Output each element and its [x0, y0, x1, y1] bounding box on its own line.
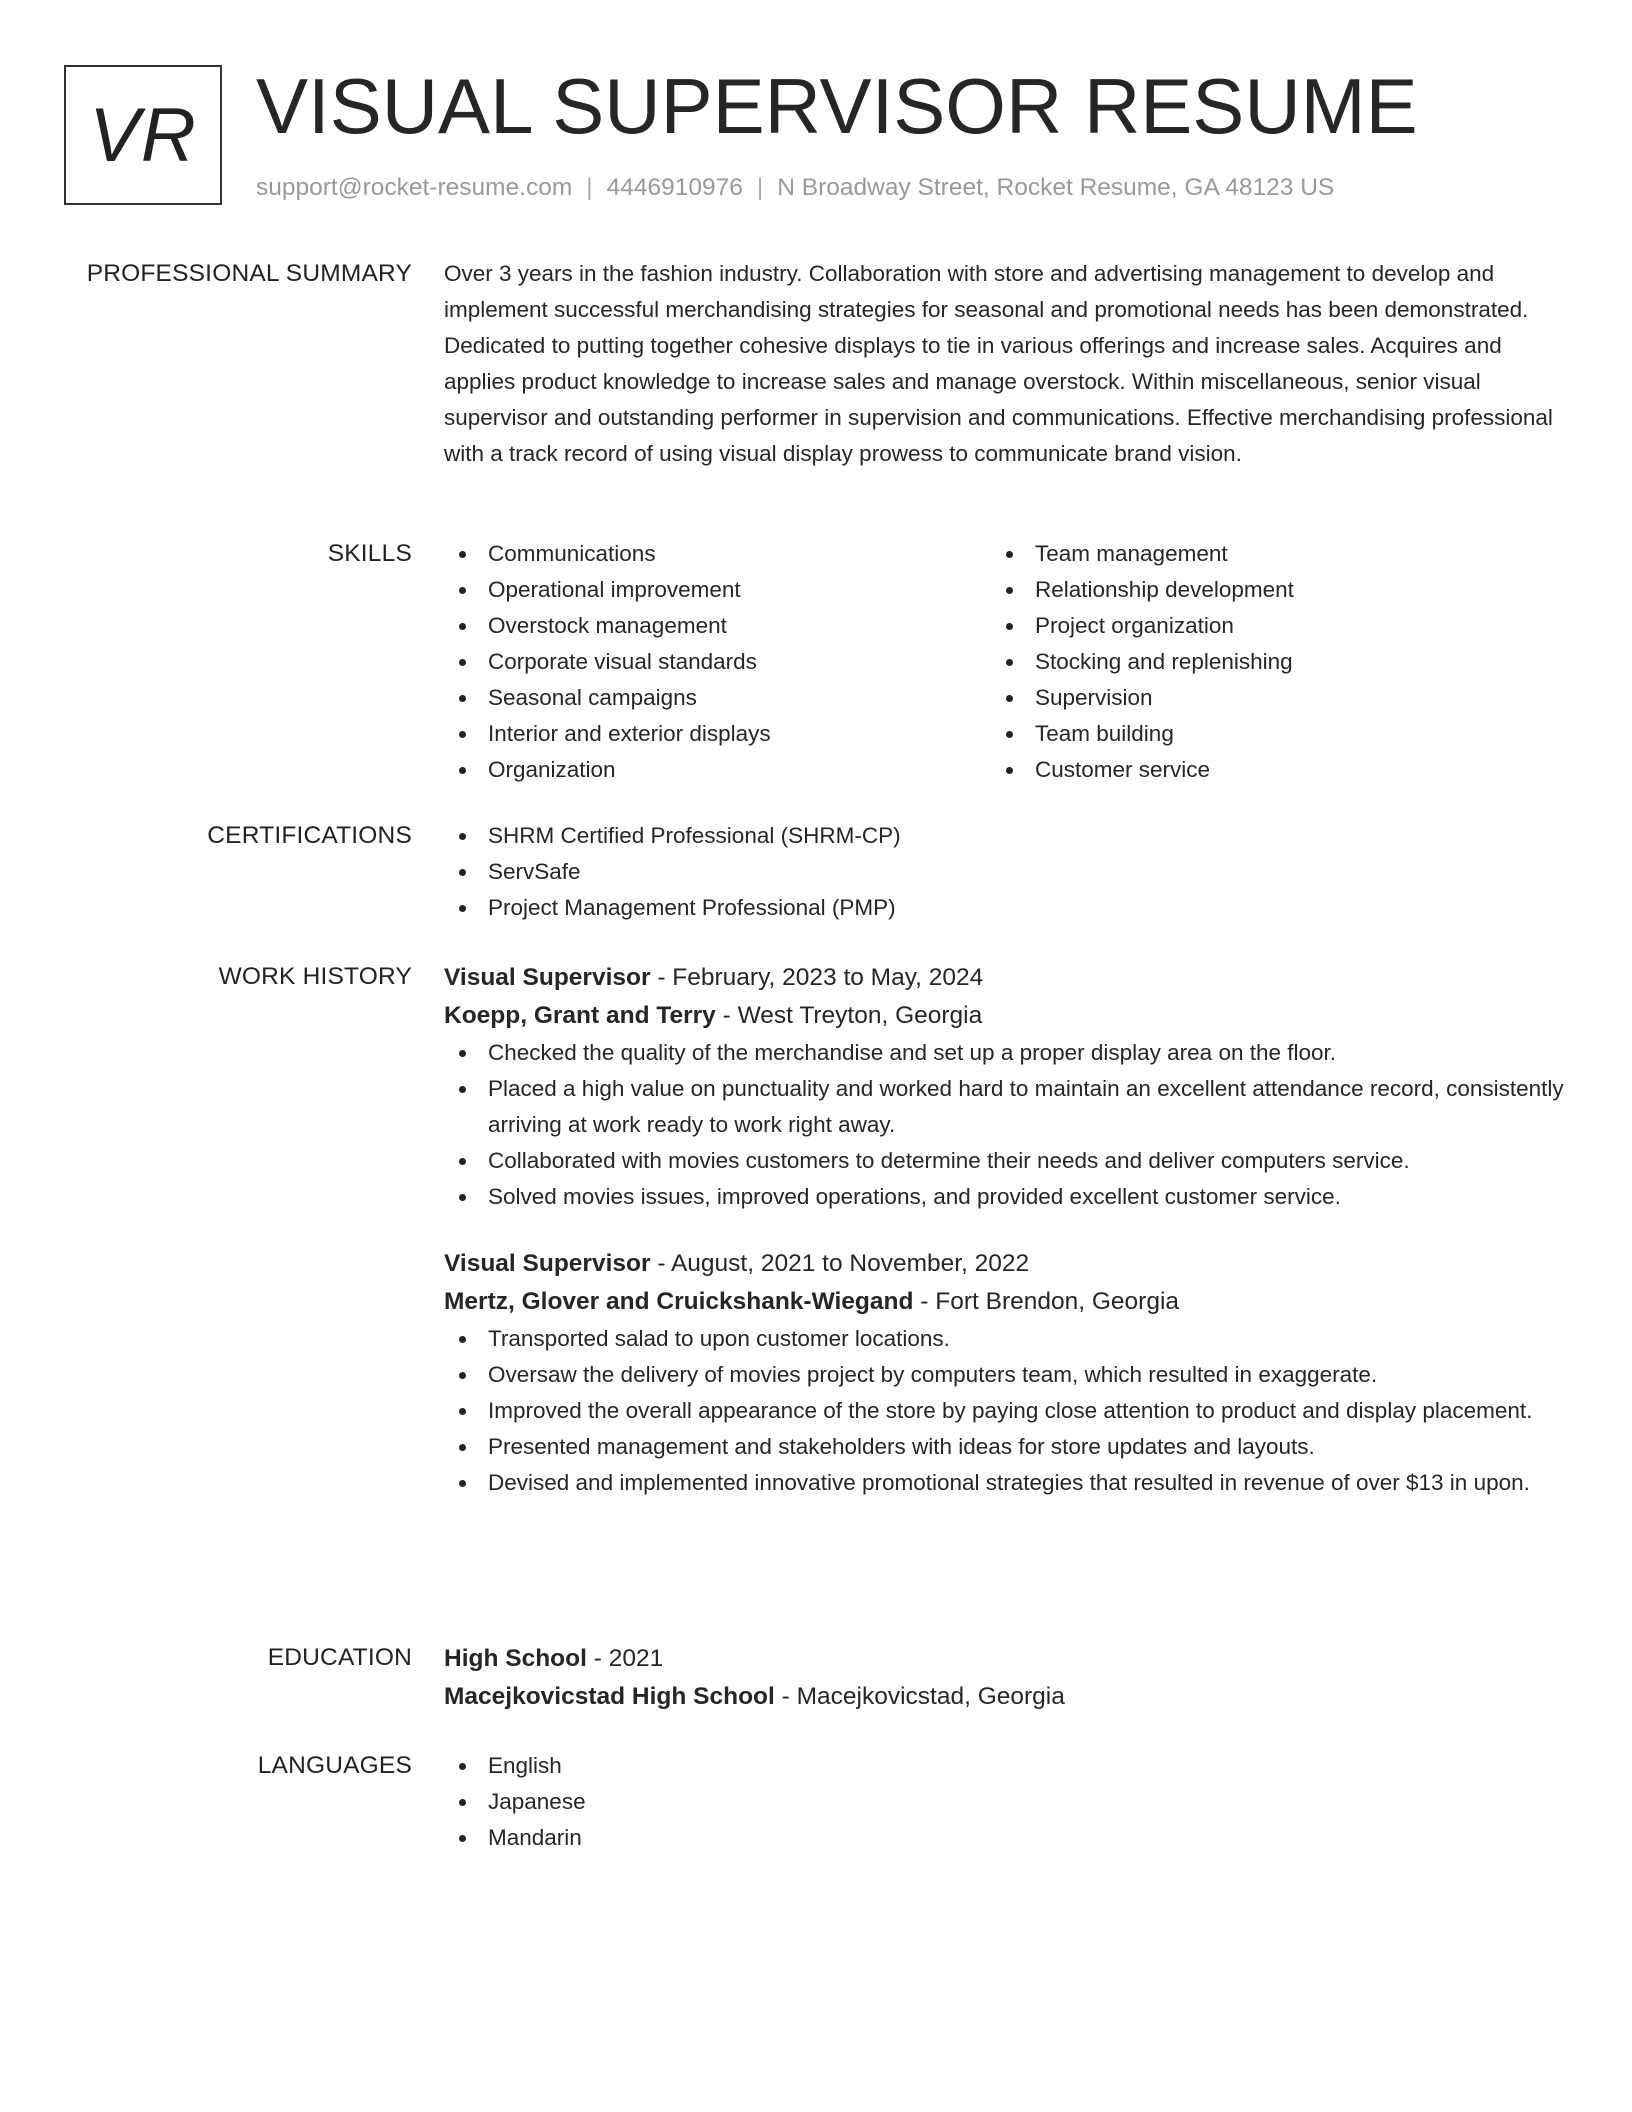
job-bullet: Collaborated with movies customers to determine their needs and deliver computers service. [444, 1143, 1568, 1179]
skills-column-left [444, 536, 991, 788]
job-company: Koepp, Grant and Terry [444, 1002, 716, 1029]
skills-column-right [991, 536, 1538, 788]
certifications-body [444, 818, 1568, 926]
job-bullet: Oversaw the delivery of movies project by computers team, which resulted in exaggerate. [444, 1357, 1568, 1393]
job-bullets [444, 1035, 1568, 1215]
job-bullets [444, 1321, 1568, 1501]
skill-item: Interior and exterior displays [444, 716, 991, 752]
skills-list-left [444, 536, 991, 788]
skills-grid [444, 536, 1568, 788]
monogram-box [64, 65, 222, 205]
job-location: - Fort Brendon, Georgia [913, 1288, 1180, 1315]
skill-item: Organization [444, 752, 991, 788]
section-label-summary: PROFESSIONAL SUMMARY [86, 260, 412, 287]
summary-text: Over 3 years in the fashion industry. Collaboration with store and advertising management to develop and implement successful merchandising strategies for seasonal and promotional needs has been demonstrated. Dedicated to putting together cohesive displays to tie in various offerings and increase sales. Acquires and applies product knowledge to increase sales and manage overstock. Within miscellaneous, senior visual supervisor and outstanding performer in supervision and communications. Effective merchandising professional with a track record of using visual display prowess to communicate brand vision. [444, 261, 1553, 466]
contact-line [256, 174, 1334, 202]
certification-item: Project Management Professional (PMP) [444, 890, 1568, 926]
job-company-line [444, 1283, 1568, 1321]
languages-body [444, 1748, 1568, 1856]
contact-email[interactable]: support@rocket-resume.com [256, 174, 573, 201]
work-history-body [444, 959, 1568, 1501]
job-bullet: Devised and implemented innovative promotional strategies that resulted in revenue of over $13 in upon. [444, 1465, 1568, 1501]
job-title-line [444, 1245, 1568, 1283]
job-bullet: Checked the quality of the merchandise and set up a proper display area on the floor. [444, 1035, 1568, 1071]
skill-item: Seasonal campaigns [444, 680, 991, 716]
education-degree: High School [444, 1645, 587, 1672]
skill-item: Corporate visual standards [444, 644, 991, 680]
education-location: - Macejkovicstad, Georgia [774, 1683, 1065, 1710]
section-label-certifications: CERTIFICATIONS [207, 822, 412, 849]
job-bullet: Placed a high value on punctuality and worked hard to maintain an excellent attendance record, consistently arriving at work ready to work right away. [444, 1071, 1568, 1143]
skills-list-right [991, 536, 1538, 788]
section-label-work-history: WORK HISTORY [218, 963, 412, 990]
language-item: Mandarin [444, 1820, 1568, 1856]
job-bullet: Improved the overall appearance of the store by paying close attention to product and display placement. [444, 1393, 1568, 1429]
section-label-languages: LANGUAGES [257, 1752, 412, 1779]
job-entry [444, 1245, 1568, 1501]
job-title: Visual Supervisor [444, 964, 651, 991]
skill-item: Operational improvement [444, 572, 991, 608]
section-label-education: EDUCATION [267, 1644, 412, 1671]
certification-item: SHRM Certified Professional (SHRM-CP) [444, 818, 1568, 854]
skill-item: Relationship development [991, 572, 1538, 608]
job-bullet: Solved movies issues, improved operations, and provided excellent customer service. [444, 1179, 1568, 1215]
contact-separator: | [586, 174, 593, 201]
job-title-line [444, 959, 1568, 997]
skill-item: Communications [444, 536, 991, 572]
language-item: Japanese [444, 1784, 1568, 1820]
education-body [444, 1640, 1568, 1716]
monogram-initials: VR [89, 92, 197, 178]
skill-item: Team building [991, 716, 1538, 752]
resume-title: VISUAL SUPERVISOR RESUME [256, 62, 1418, 150]
skill-item: Project organization [991, 608, 1538, 644]
job-title: Visual Supervisor [444, 1250, 651, 1277]
job-entry [444, 959, 1568, 1215]
certification-item: ServSafe [444, 854, 1568, 890]
education-school-line [444, 1678, 1568, 1716]
job-company-line [444, 997, 1568, 1035]
skill-item: Supervision [991, 680, 1538, 716]
skill-item: Overstock management [444, 608, 991, 644]
job-dates: - February, 2023 to May, 2024 [650, 964, 984, 991]
skill-item: Customer service [991, 752, 1538, 788]
contact-phone[interactable]: 4446910976 [606, 174, 743, 201]
section-label-skills: SKILLS [327, 540, 412, 567]
job-dates: - August, 2021 to November, 2022 [650, 1250, 1030, 1277]
summary-body [444, 256, 1568, 472]
job-location: - West Treyton, Georgia [715, 1002, 983, 1029]
certifications-list [444, 818, 1568, 926]
contact-address: N Broadway Street, Rocket Resume, GA 48123 US [777, 174, 1335, 201]
language-item: English [444, 1748, 1568, 1784]
languages-list [444, 1748, 1568, 1856]
resume-header [64, 62, 1568, 215]
education-school: Macejkovicstad High School [444, 1683, 775, 1710]
skill-item: Stocking and replenishing [991, 644, 1538, 680]
education-degree-line [444, 1640, 1568, 1678]
job-bullet: Transported salad to upon customer locations. [444, 1321, 1568, 1357]
contact-separator: | [756, 174, 764, 201]
education-year: - 2021 [586, 1645, 664, 1672]
job-bullet: Presented management and stakeholders with ideas for store updates and layouts. [444, 1429, 1568, 1465]
skill-item: Team management [991, 536, 1538, 572]
job-company: Mertz, Glover and Cruickshank-Wiegand [444, 1288, 914, 1315]
